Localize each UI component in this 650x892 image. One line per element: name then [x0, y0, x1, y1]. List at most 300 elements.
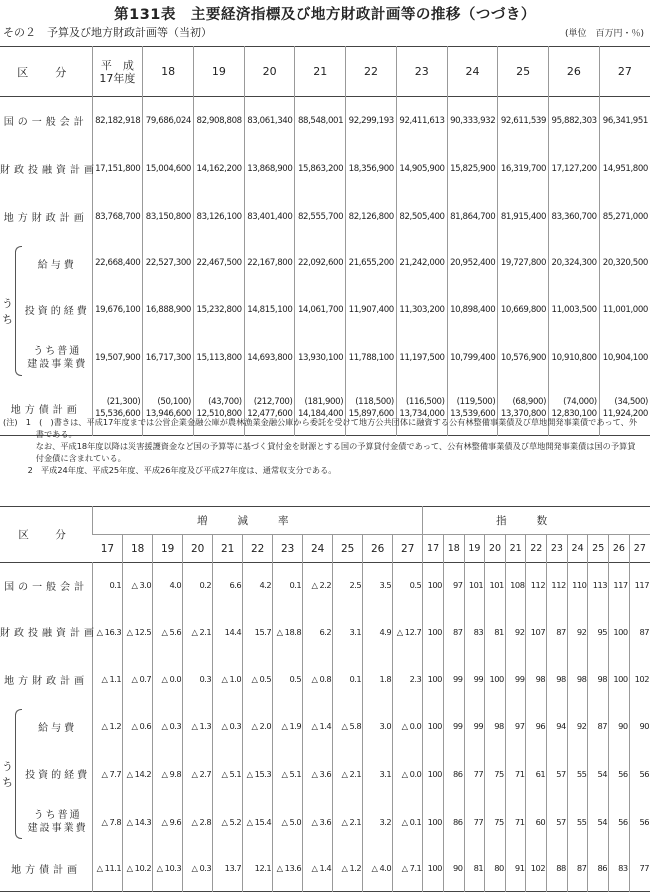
growth-rate-cell: △ 1.9 [273, 703, 303, 750]
value-cell: 10,799,400 [447, 334, 498, 382]
header-year: 27 [599, 47, 650, 97]
growth-rate-cell: △ 2.8 [183, 798, 213, 846]
index-cell: 61 [526, 750, 547, 798]
value-cell: 83,360,700 [549, 193, 600, 241]
index-cell: 95 [588, 608, 609, 656]
value-cell: 15,232,800 [194, 286, 245, 334]
row-label: 地方財政計画 [3, 213, 88, 224]
table-row [0, 145, 650, 193]
value-cell: 14,951,800 [599, 145, 650, 193]
index-cell: 101 [464, 563, 485, 608]
value-cell: 15,825,900 [447, 145, 498, 193]
growth-rate-cell: △ 1.4 [303, 703, 333, 750]
value-cell: (74,000) 12,830,100 [549, 382, 600, 436]
value-cell: 22,092,600 [295, 241, 346, 286]
value-cell: 82,505,400 [396, 193, 447, 241]
index-cell: 87 [443, 608, 464, 656]
note-line: 2 平成24年度、平成25年度、平成26年度及び平成27年度は、通常収支分である。 [3, 465, 337, 475]
row-label: 財政投融資計画 [0, 628, 98, 639]
value-cell: 17,151,800 [92, 145, 143, 193]
value-cell: 11,303,200 [396, 286, 447, 334]
index-cell: 92 [567, 703, 588, 750]
index-cell: 57 [547, 750, 568, 798]
row-label: 地方財政計画 [4, 675, 89, 687]
value-cell: 22,527,300 [143, 241, 194, 286]
index-cell: 71 [505, 750, 526, 798]
value-cell: 10,904,100 [599, 334, 650, 382]
value-cell: 82,908,808 [194, 97, 245, 145]
value-cell: 21,655,200 [346, 241, 397, 286]
growth-rate-cell: △ 3.6 [303, 750, 333, 798]
budget-table-header [0, 47, 650, 97]
value-cell: 83,150,800 [143, 193, 194, 241]
value-cell: 20,320,500 [599, 241, 650, 286]
growth-rate-cell: 6.2 [303, 608, 333, 656]
index-cell: 87 [547, 608, 568, 656]
value-cell: 16,717,300 [143, 334, 194, 382]
value-cell: 14,815,100 [244, 286, 295, 334]
growth-rate-cell: △ 5.1 [213, 750, 243, 798]
growth-rate-cell: △ 0.0 [393, 750, 423, 798]
value-cell: 19,507,900 [92, 334, 143, 382]
value-cell: (34,500) 11,924,200 [599, 382, 650, 436]
header-year-rate: 17 [100, 542, 115, 555]
value-cell: 10,669,800 [498, 286, 549, 334]
header-year-index: 20 [485, 535, 506, 563]
index-cell: 86 [443, 750, 464, 798]
row-label: 投資的経費 [25, 770, 91, 781]
growth-rate-cell: △ 10.2 [123, 846, 153, 892]
growth-rate-cell: △ 2.1 [183, 608, 213, 656]
header-year: 24 [447, 47, 498, 97]
table-row [0, 846, 650, 892]
index-cell: 107 [526, 608, 547, 656]
index-cell: 108 [505, 563, 526, 608]
index-cell: 56 [629, 750, 650, 798]
index-cell: 110 [567, 563, 588, 608]
header-year: 平 成 17年度 [92, 47, 143, 97]
growth-rate-cell: △ 2.2 [303, 563, 333, 608]
value-cell: 13,930,100 [295, 334, 346, 382]
index-cell: 101 [485, 563, 506, 608]
index-cell: 87 [567, 846, 588, 892]
growth-rate-cell: △ 1.1 [93, 656, 123, 703]
brace [15, 703, 23, 846]
growth-rate-cell: 12.1 [243, 846, 273, 892]
value-cell: 14,693,800 [244, 334, 295, 382]
growth-rate-cell: 15.7 [243, 608, 273, 656]
value-cell: 18,356,900 [346, 145, 397, 193]
value-cell: 83,126,100 [194, 193, 245, 241]
value-cell: 11,197,500 [396, 334, 447, 382]
growth-rate-cell: 6.6 [213, 563, 243, 608]
index-cell: 99 [505, 656, 526, 703]
notes [3, 416, 648, 476]
page-title: 第131表 主要経済指標及び地方財政計画等の推移（つづき） [114, 7, 536, 23]
index-cell: 90 [609, 703, 630, 750]
value-cell: (43,700) 12,510,800 [194, 382, 245, 436]
growth-rate-cell: 0.1 [93, 563, 123, 608]
header-year-index: 24 [567, 535, 588, 563]
value-cell: 20,324,300 [549, 241, 600, 286]
growth-rate-cell: △ 16.3 [93, 608, 123, 656]
value-cell: 22,167,800 [244, 241, 295, 286]
section-subtitle: その２ 予算及び地方財政計画等（当初） [3, 26, 212, 39]
index-cell: 55 [567, 798, 588, 846]
index-cell: 80 [485, 846, 506, 892]
value-cell: 14,162,200 [194, 145, 245, 193]
header-year-rate: 19 [153, 535, 183, 563]
row-label: 地方債計画 [10, 404, 81, 416]
header-year: 22 [346, 47, 397, 97]
value-cell: 14,905,900 [396, 145, 447, 193]
index-cell: 56 [609, 798, 630, 846]
index-cell: 100 [609, 656, 630, 703]
growth-rate-cell: 3.0 [363, 703, 393, 750]
index-cell: 117 [609, 563, 630, 608]
growth-rate-cell: △ 3.6 [303, 798, 333, 846]
brace [15, 241, 23, 382]
growth-rate-cell: 0.5 [273, 656, 303, 703]
unit-label: (単位 百万円・％) [564, 29, 644, 39]
value-cell: 79,686,024 [143, 97, 194, 145]
note-line: なお、平成18年度以降は災害援護資金など国の予算等に基づく貸付金を財源とする国の予算貸付金債であって、公有林整備事業債及び草地開発事業債は国の予算貸 [3, 441, 636, 451]
growth-rate-cell: 2.5 [333, 563, 363, 608]
growth-rate-cell: △ 0.0 [393, 703, 423, 750]
header-year: 26 [549, 47, 600, 97]
rate-index-header [0, 507, 650, 563]
index-cell: 92 [567, 608, 588, 656]
row-label: 投資的経費 [24, 306, 90, 317]
growth-rate-cell: △ 5.1 [273, 750, 303, 798]
value-cell: 19,727,800 [498, 241, 549, 286]
table-row [0, 97, 650, 145]
header-year-index: 19 [464, 535, 485, 563]
growth-rate-cell: △ 4.0 [363, 846, 393, 892]
index-cell: 77 [629, 846, 650, 892]
growth-rate-cell: △ 2.7 [183, 750, 213, 798]
index-cell: 100 [485, 656, 506, 703]
index-cell: 112 [526, 563, 547, 608]
header-category: 区 分 [17, 65, 75, 79]
value-cell: 92,611,539 [498, 97, 549, 145]
value-cell: 83,401,400 [244, 193, 295, 241]
growth-rate-cell: △ 1.4 [303, 846, 333, 892]
value-cell: 20,952,400 [447, 241, 498, 286]
header-year-rate: 24 [303, 535, 333, 563]
value-cell: 17,127,200 [549, 145, 600, 193]
index-cell: 100 [423, 608, 444, 656]
index-cell: 54 [588, 750, 609, 798]
growth-rate-cell: △ 10.3 [153, 846, 183, 892]
index-cell: 81 [485, 608, 506, 656]
growth-rate-cell: 0.3 [183, 656, 213, 703]
growth-rate-cell: 0.1 [333, 656, 363, 703]
row-label: 財政投融資計画 [0, 165, 98, 176]
growth-rate-cell: △ 14.3 [123, 798, 153, 846]
side-label-uchi: う ち [2, 297, 13, 326]
budget-table [0, 46, 650, 436]
value-cell: 22,467,500 [194, 241, 245, 286]
growth-rate-cell: △ 15.3 [243, 750, 273, 798]
index-cell: 57 [547, 798, 568, 846]
value-cell: 95,882,303 [549, 97, 600, 145]
index-cell: 97 [443, 563, 464, 608]
budget-table-body [0, 97, 650, 436]
growth-rate-cell: △ 9.8 [153, 750, 183, 798]
index-cell: 102 [629, 656, 650, 703]
value-cell: 81,915,400 [498, 193, 549, 241]
header-year-index: 22 [526, 535, 547, 563]
growth-rate-cell: △ 13.6 [273, 846, 303, 892]
growth-rate-cell: 14.4 [213, 608, 243, 656]
growth-rate-cell: 3.1 [363, 750, 393, 798]
value-cell: 92,299,193 [346, 97, 397, 145]
table-row [0, 334, 650, 382]
value-cell: 11,001,000 [599, 286, 650, 334]
growth-rate-cell: △ 0.5 [243, 656, 273, 703]
brace-line [15, 246, 22, 376]
header-category: 区 分 [18, 529, 74, 541]
table-row [0, 750, 650, 798]
index-cell: 100 [423, 656, 444, 703]
header-year: 19 [194, 47, 245, 97]
note-line: 書である。 [3, 429, 77, 439]
row-label: 給与費 [37, 259, 77, 271]
table-row [0, 241, 650, 286]
value-cell: 11,788,100 [346, 334, 397, 382]
index-cell: 86 [443, 798, 464, 846]
growth-rate-cell: △ 0.3 [213, 703, 243, 750]
growth-rate-cell: △ 5.8 [333, 703, 363, 750]
value-cell: 13,868,900 [244, 145, 295, 193]
index-cell: 99 [443, 703, 464, 750]
growth-rate-cell: 4.2 [243, 563, 273, 608]
growth-rate-cell: △ 1.2 [93, 703, 123, 750]
value-cell: (68,900) 13,370,800 [498, 382, 549, 436]
header-year-index: 18 [443, 535, 464, 563]
header-growth-rate: 増減率 [93, 507, 423, 535]
index-cell: 100 [423, 563, 444, 608]
index-cell: 99 [443, 656, 464, 703]
index-cell: 91 [505, 846, 526, 892]
value-cell: 22,668,400 [92, 241, 143, 286]
index-cell: 100 [423, 750, 444, 798]
growth-rate-cell: △ 0.3 [183, 846, 213, 892]
growth-rate-cell: 4.0 [153, 563, 183, 608]
growth-rate-cell: 0.2 [183, 563, 213, 608]
index-cell: 99 [464, 656, 485, 703]
growth-rate-cell: △ 2.0 [243, 703, 273, 750]
index-cell: 113 [588, 563, 609, 608]
header-year-rate: 23 [273, 535, 303, 563]
value-cell: (50,100) 13,946,600 [143, 382, 194, 436]
growth-rate-cell: △ 2.1 [333, 750, 363, 798]
note-line: 付金債に含まれている。 [3, 453, 126, 463]
growth-rate-cell: △ 0.6 [123, 703, 153, 750]
row-label: うち普通 建設事業費 [27, 345, 88, 370]
header-year-index: 23 [547, 535, 568, 563]
growth-rate-cell: △ 1.2 [333, 846, 363, 892]
growth-rate-cell: 0.1 [273, 563, 303, 608]
value-cell: 10,898,400 [447, 286, 498, 334]
growth-rate-cell: 2.3 [393, 656, 423, 703]
growth-rate-cell: 3.1 [333, 608, 363, 656]
index-cell: 100 [423, 798, 444, 846]
table-row [0, 563, 650, 608]
table-row [0, 656, 650, 703]
value-cell: 16,319,700 [498, 145, 549, 193]
value-cell: 11,907,400 [346, 286, 397, 334]
header-year-rate: 26 [363, 535, 393, 563]
index-cell: 75 [485, 798, 506, 846]
index-cell: 100 [423, 846, 444, 892]
growth-rate-cell: 4.9 [363, 608, 393, 656]
header-year-index: 21 [505, 535, 526, 563]
value-cell: 88,548,001 [295, 97, 346, 145]
value-cell: (21,300) 15,536,600 [92, 382, 143, 436]
value-cell: 85,271,000 [599, 193, 650, 241]
header-year-index: 27 [629, 535, 650, 563]
index-cell: 102 [526, 846, 547, 892]
value-cell: (119,500) 13,539,600 [447, 382, 498, 436]
growth-rate-cell: △ 7.1 [393, 846, 423, 892]
row-label: 地方債計画 [11, 864, 82, 876]
value-cell: 92,411,613 [396, 97, 447, 145]
header-year-index: 26 [609, 535, 630, 563]
value-cell: 19,676,100 [92, 286, 143, 334]
value-cell: 14,061,700 [295, 286, 346, 334]
growth-rate-cell: △ 0.0 [153, 656, 183, 703]
growth-rate-cell: 0.5 [393, 563, 423, 608]
value-cell: 21,242,000 [396, 241, 447, 286]
note-line: (注) 1 ( )書きは、平成17年度までは公営企業金融公庫が農林漁業金融公庫から委託を受けて地方公共団体に融資する公有林整備事業債及び草地開発事業債であって、外 [3, 417, 638, 427]
index-cell: 86 [588, 846, 609, 892]
value-cell: 96,341,951 [599, 97, 650, 145]
header-year: 25 [498, 47, 549, 97]
value-cell: 81,864,700 [447, 193, 498, 241]
growth-rate-cell: △ 1.0 [213, 656, 243, 703]
growth-rate-cell: △ 15.4 [243, 798, 273, 846]
value-cell: 15,113,800 [194, 334, 245, 382]
growth-rate-cell: △ 7.8 [93, 798, 123, 846]
index-cell: 88 [547, 846, 568, 892]
rate-index-table [0, 506, 650, 892]
growth-rate-cell: △ 5.6 [153, 608, 183, 656]
index-cell: 98 [588, 656, 609, 703]
index-cell: 60 [526, 798, 547, 846]
header-year: 21 [295, 47, 346, 97]
brace-line [15, 709, 22, 839]
row-label: 国の一般会計 [4, 581, 89, 593]
value-cell: 10,910,800 [549, 334, 600, 382]
index-cell: 87 [629, 608, 650, 656]
index-cell: 112 [547, 563, 568, 608]
header-year-rate: 21 [213, 535, 243, 563]
row-label: 国の一般会計 [3, 117, 88, 129]
value-cell: 15,863,200 [295, 145, 346, 193]
index-cell: 100 [423, 703, 444, 750]
row-label: うち普通 建設事業費 [27, 809, 88, 834]
index-cell: 81 [464, 846, 485, 892]
table-row [0, 608, 650, 656]
index-cell: 77 [464, 750, 485, 798]
index-cell: 55 [567, 750, 588, 798]
value-cell: 11,003,500 [549, 286, 600, 334]
header-year-rate: 18 [123, 535, 153, 563]
table-row [0, 286, 650, 334]
index-cell: 83 [464, 608, 485, 656]
header-year-rate: 27 [393, 535, 423, 563]
growth-rate-cell: △ 0.1 [393, 798, 423, 846]
growth-rate-cell: △ 11.1 [93, 846, 123, 892]
rate-index-body [0, 563, 650, 892]
index-cell: 92 [505, 608, 526, 656]
growth-rate-cell: △ 12.7 [393, 608, 423, 656]
index-cell: 98 [526, 656, 547, 703]
index-cell: 100 [609, 608, 630, 656]
side-label-uchi: う ち [2, 760, 14, 789]
index-cell: 117 [629, 563, 650, 608]
growth-rate-cell: △ 7.7 [93, 750, 123, 798]
growth-rate-cell: △ 5.0 [273, 798, 303, 846]
index-cell: 56 [629, 798, 650, 846]
value-cell: (181,900) 14,184,400 [295, 382, 346, 436]
index-cell: 56 [609, 750, 630, 798]
growth-rate-cell: 13.7 [213, 846, 243, 892]
index-cell: 94 [547, 703, 568, 750]
index-cell: 90 [443, 846, 464, 892]
table-row [0, 703, 650, 750]
value-cell: 15,004,600 [143, 145, 194, 193]
index-cell: 75 [485, 750, 506, 798]
growth-rate-cell: △ 2.1 [333, 798, 363, 846]
value-cell: 82,182,918 [92, 97, 143, 145]
value-cell: 82,555,700 [295, 193, 346, 241]
header-year-rate: 20 [183, 535, 213, 563]
value-cell: 10,576,900 [498, 334, 549, 382]
growth-rate-cell: △ 1.3 [183, 703, 213, 750]
growth-rate-cell: 1.8 [363, 656, 393, 703]
index-cell: 98 [485, 703, 506, 750]
value-cell: (116,500) 13,734,000 [396, 382, 447, 436]
index-cell: 90 [629, 703, 650, 750]
value-cell: 90,333,932 [447, 97, 498, 145]
growth-rate-cell: 3.2 [363, 798, 393, 846]
growth-rate-cell: △ 0.3 [153, 703, 183, 750]
growth-rate-cell: △ 18.8 [273, 608, 303, 656]
growth-rate-cell: 3.5 [363, 563, 393, 608]
growth-rate-cell: △ 14.2 [123, 750, 153, 798]
header-year-index: 17 [423, 535, 444, 563]
header-index: 指数 [423, 507, 650, 535]
row-label: 給与費 [38, 722, 78, 734]
growth-rate-cell: △ 3.0 [123, 563, 153, 608]
table-row [0, 193, 650, 241]
value-cell: 82,126,800 [346, 193, 397, 241]
value-cell: (118,500) 15,897,600 [346, 382, 397, 436]
header-year: 18 [143, 47, 194, 97]
growth-rate-cell: △ 9.6 [153, 798, 183, 846]
value-cell: 83,061,340 [244, 97, 295, 145]
header-year: 23 [396, 47, 447, 97]
index-cell: 77 [464, 798, 485, 846]
index-cell: 98 [567, 656, 588, 703]
growth-rate-cell: △ 5.2 [213, 798, 243, 846]
growth-rate-cell: △ 0.7 [123, 656, 153, 703]
index-cell: 96 [526, 703, 547, 750]
value-cell: 83,768,700 [92, 193, 143, 241]
